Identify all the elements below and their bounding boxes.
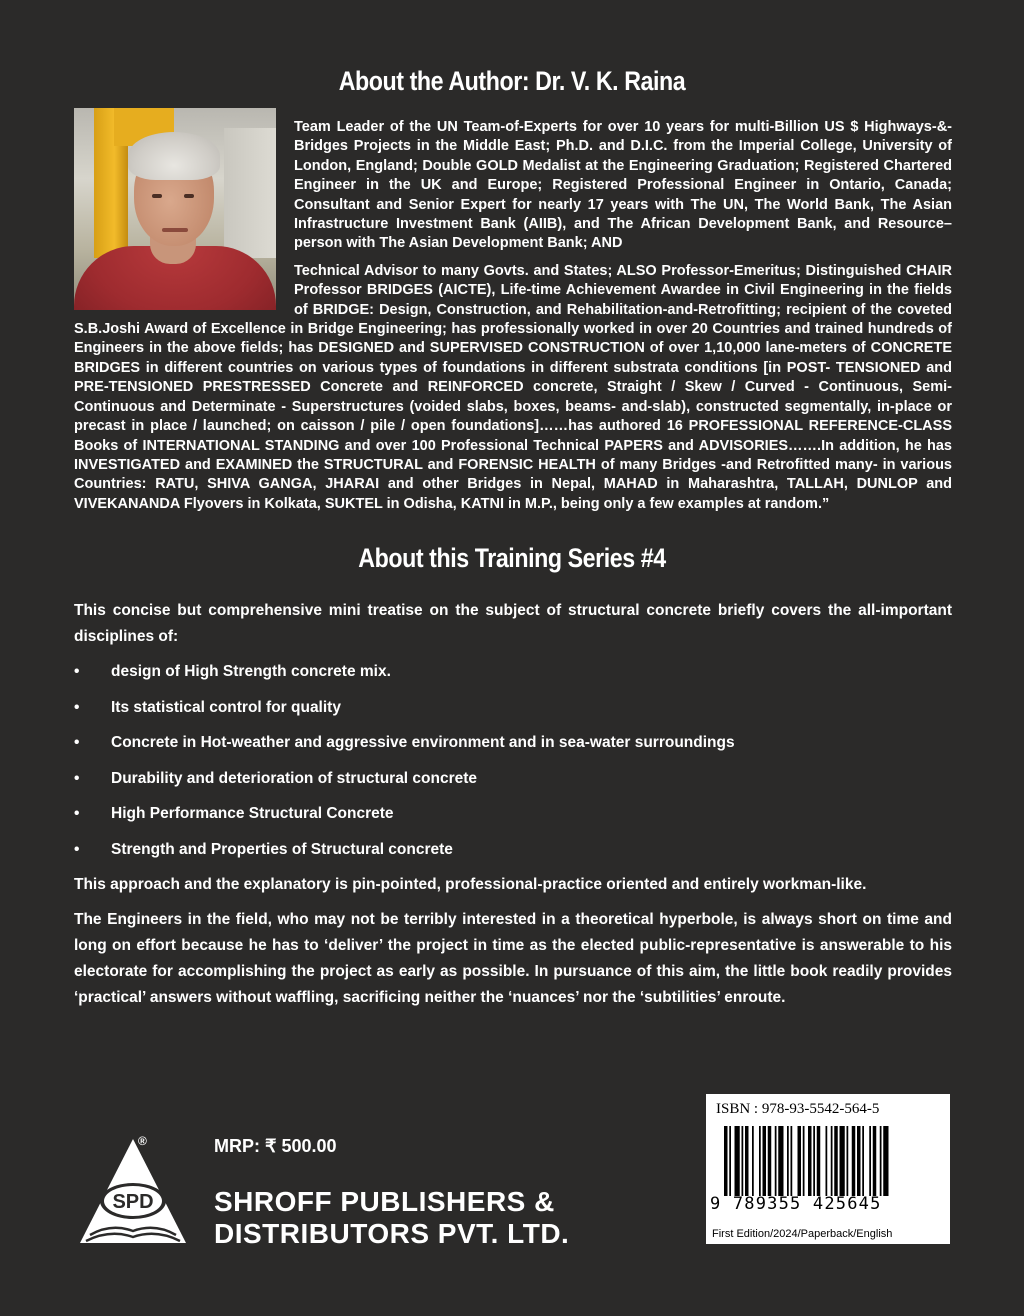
list-item: • Its statistical control for quality xyxy=(74,695,952,721)
list-item: • Strength and Properties of Structural concrete xyxy=(74,837,952,863)
isbn-block xyxy=(706,1094,950,1244)
registered-mark: ® xyxy=(138,1134,147,1148)
bullet-icon: • xyxy=(74,805,80,822)
price-label: MRP: ₹ 500.00 xyxy=(214,1136,337,1156)
barcode-digits: 9 789355 425645 xyxy=(710,1194,882,1214)
series-approach-paragraph: This approach and the explanatory is pin-pointed, professional-practice oriented and entirely workman-like. xyxy=(74,876,867,893)
publisher-line-2: DISTRIBUTORS PVT. LTD. xyxy=(214,1218,570,1249)
spd-logo-icon xyxy=(76,1135,190,1247)
list-item: • Durability and deterioration of structural concrete xyxy=(74,766,952,792)
publisher-line-1: SHROFF PUBLISHERS & xyxy=(214,1186,555,1217)
series-intro: This concise but comprehensive mini treatise on the subject of structural concrete briefly covers the all-important disciplines of: xyxy=(74,602,952,645)
bullet-icon: • xyxy=(74,769,80,787)
list-item: • design of High Strength concrete mix. xyxy=(74,659,952,685)
author-bio-paragraph-1: Team Leader of the UN Team-of-Experts for over 10 years for multi-Billion US $ Highways-&-Bridges Projects in the Middle East; Ph.D. and D.I.C. from the Imperial College, University of London, England; Double GOLD Medalist at the Engineering Graduation; Registered Chartered Engineer in the UK and Europe; Registered Professional Engineer in Ontario, Canada; Consultant and Senior Expert for nearly 17 years with The UN, The World Bank, The Asian Infrastructure Investment Bank (AIIB), and The African Development Bank, and Resource–person with The Asian Development Bank; AND xyxy=(294,119,952,252)
edition-info: First Edition/2024/Paperback/English xyxy=(712,1228,893,1240)
author-bio xyxy=(74,118,952,522)
series-section-title: About this Training Series #4 xyxy=(358,543,666,573)
list-item: • Concrete in Hot-weather and aggressive environment and in sea-water surroundings xyxy=(74,730,952,756)
bullet-icon: • xyxy=(74,663,80,680)
isbn-label: ISBN : 978-93-5542-564-5 xyxy=(716,1101,880,1117)
publisher-name xyxy=(214,1186,569,1250)
logo-text: SPD xyxy=(112,1191,154,1213)
barcode-icon xyxy=(724,1126,934,1196)
discipline-list xyxy=(74,659,952,863)
bullet-icon: • xyxy=(74,840,80,858)
bullet-icon: • xyxy=(74,698,80,716)
list-item: • High Performance Structural Concrete xyxy=(74,801,952,827)
author-bio-paragraph-2: Technical Advisor to many Govts. and States; ALSO Professor-Emeritus; Distinguished CHAIR Professor BRIDGES (AICTE), Life-time Achievement Awardee in Civil Engineering in the fields of BRIDGE: Design, Construction, and Rehabilitation-and-Retrofitting; recipient of the coveted S.B.Joshi Award of Excellence in Bridge Engineering; has professionally worked in over 20 Countries and trained hundreds of Engineers in the above fields; has DESIGNED and SUPERVISED CONSTRUCTION of over 1,10,000 lane-meters of CONCRETE BRIDGES in different countries on various types of foundations in different substrata conditions [in POST- TENSIONED and PRE-TENSIONED PRESTRESSED Concrete and REINFORCED concrete, Straight / Skew / Curved - Continuous, Semi-Continuous and Determinate - Superstructures (voided slabs, boxes, beams- and-slab), constructed segmentally, in-place or precast in place / launched; on caisson / pile / open foundations]……has authored 16 PROFESSIONAL REFERENCE-CLASS Books of INTERNATIONAL STANDING and over 100 Professional Technical PAPERS and ADVISORIES…….In addition, he has INVESTIGATED and EXAMINED the STRUCTURAL and FORENSIC HEALTH of many Bridges -and Retrofitted many- in various Countries: RATU, SHIVA GANGA, JHARAI and other Bridges in Nepal, MAHAD in Maharashtra, TALLAH, DUNLOP and VIVEKANANDA Flyovers in Kolkata, SUKTEL in Odisha, KATNI in M.P., being only a few examples at random.” xyxy=(74,262,952,512)
author-section-title: About the Author: Dr. V. K. Raina xyxy=(338,66,686,96)
series-description xyxy=(74,598,952,1020)
series-engineers-paragraph: The Engineers in the field, who may not be terribly interested in a theoretical hyperbole, is always short on time and long on effort because he has to ‘deliver’ the project in time as the elected public-representative is answerable to his electorate for accomplishing the project as early as possible. In pursuance of this aim, the little book readily provides ‘practical’ answers without waffling, sacrificing neither the ‘nuances’ nor the ‘subtilities’ enroute. xyxy=(74,911,952,1006)
bullet-icon: • xyxy=(74,734,80,751)
